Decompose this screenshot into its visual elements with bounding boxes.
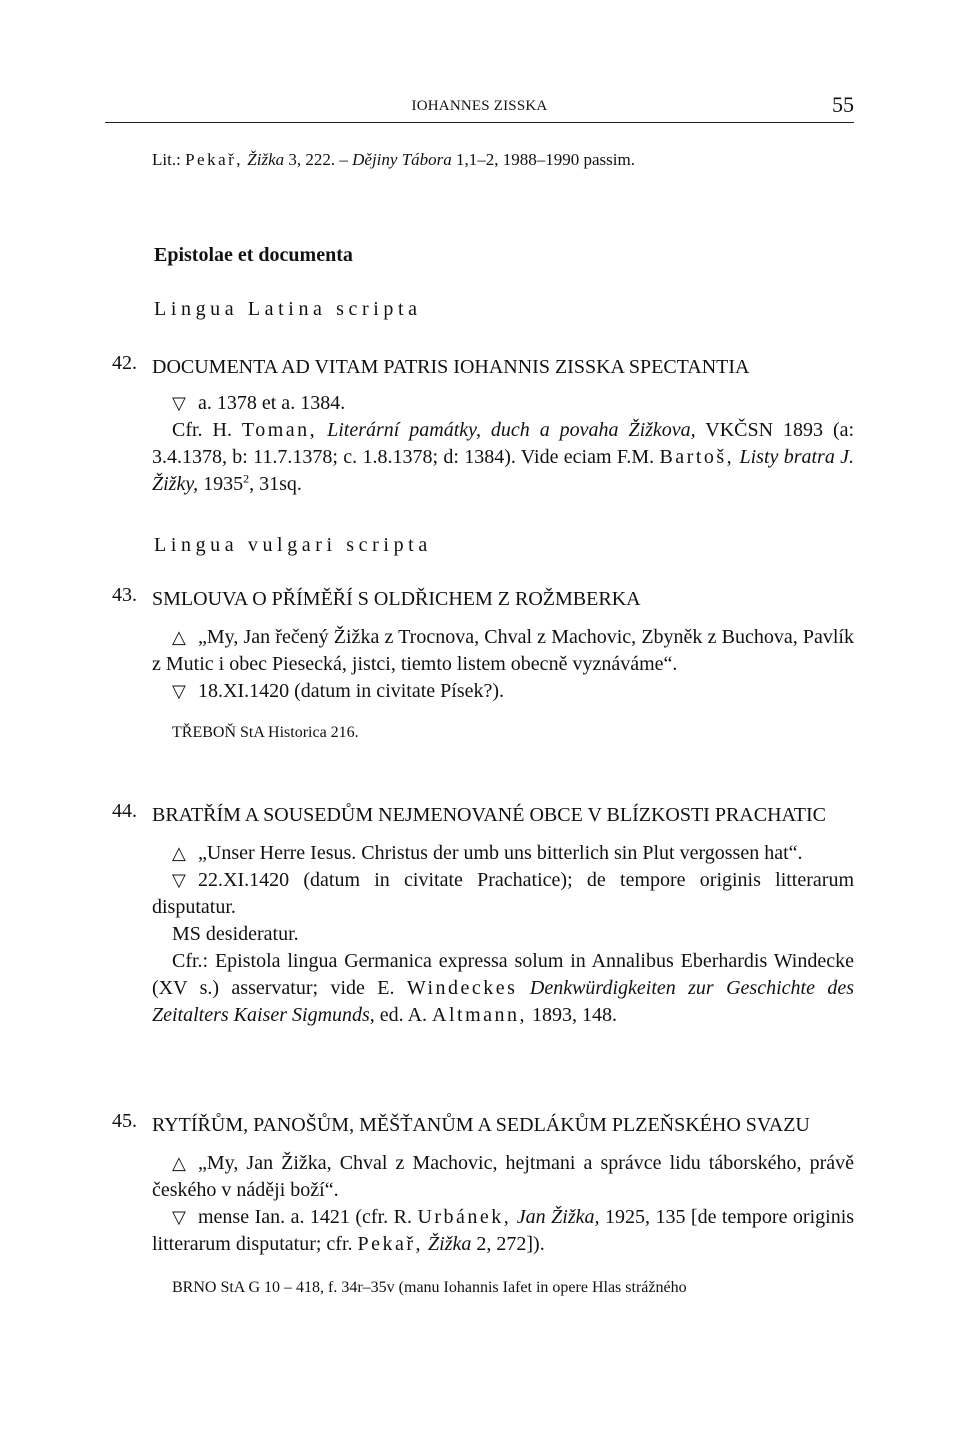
lit-work-2: Dějiny Tábora	[352, 150, 452, 169]
entry-number: 45.	[112, 1110, 137, 1132]
ms-note: MS desideratur.	[172, 923, 299, 945]
archive-source: TŘEBOŇ StA Historica 216.	[172, 724, 359, 741]
date-symbol: ▽	[172, 1207, 186, 1227]
entry-number: 44.	[112, 800, 137, 822]
lang-heading-vulgar: Lingua vulgari scripta	[154, 534, 432, 556]
date-text-2: 1925, 135 [de tempore originis litterarum disputatur; cfr.	[152, 1206, 855, 1255]
date-symbol: ▽	[172, 681, 186, 701]
cfr-work-2: Listy bratra J. Žižky,	[152, 446, 855, 495]
entry-title: BRATŘÍM A SOUSEDŮM NEJMENOVANÉ OBCE V BLÍZKOSTI PRACHATIC	[152, 804, 826, 826]
cfr-author-2: Altmann,	[432, 1004, 528, 1026]
entry-number: 42.	[112, 352, 137, 374]
lit-ref: 3, 222. –	[288, 150, 348, 169]
cfr-work: Denkwürdigkeiten zur Geschichte des Zeitalters Kaiser Sigmunds,	[152, 977, 855, 1026]
cfr-author: Toman,	[241, 419, 318, 441]
cfr-end: 1893, 148.	[532, 1004, 618, 1026]
date-end: 2, 272]).	[476, 1233, 545, 1255]
incipit-text: „Unser Herre Iesus. Christus der umb uns bitterlich sin Plut vergossen hat“.	[198, 842, 803, 864]
incipit-text: „My, Jan Žižka, Chval z Machovic, hejtmani a správce lidu táborského, právě českého v náději boží“.	[152, 1152, 854, 1201]
incipit-symbol: △	[172, 627, 186, 647]
incipit-text: „My, Jan řečený Žižka z Trocnova, Chval z Machovic, Zbyněk z Buchova, Pavlík z Mutic i obec Piesecká, jistci, tiemto listem obecně vyznáváme“.	[152, 626, 854, 675]
lit-ref-2: 1,1–2, 1988–1990 passim.	[456, 150, 635, 169]
date-work: Jan Žižka,	[516, 1206, 600, 1228]
entry-45	[112, 1110, 854, 1301]
entry-body	[152, 390, 854, 498]
cfr-author: Windeckes	[406, 977, 518, 999]
entry-number: 43.	[112, 584, 137, 606]
date-text: mense Ian. a. 1421 (cfr. R.	[198, 1206, 412, 1228]
cfr-edition: 2	[243, 471, 250, 486]
literature-line	[152, 150, 635, 170]
date-work-2: Žižka	[428, 1233, 472, 1255]
page-number: 55	[832, 92, 854, 117]
incipit-symbol: △	[172, 1153, 186, 1173]
entry-42	[112, 352, 854, 498]
entry-date: a. 1378 et a. 1384.	[198, 392, 346, 414]
cfr-work: Literární památky, duch a povaha Žižkova,	[327, 419, 696, 441]
lit-author: Pekař,	[185, 150, 244, 169]
lit-label: Lit.:	[152, 150, 181, 169]
section-heading: Epistolae et documenta	[154, 244, 353, 266]
cfr-text: Cfr. H.	[172, 419, 232, 441]
entry-title: RYTÍŘŮM, PANOŠŮM, MĚŠŤANŮM A SEDLÁKŮM PLZEŇSKÉHO SVAZU	[152, 1114, 810, 1136]
cfr-text: Cfr.: Epistola lingua Germanica expressa solum in Annalibus Eberhardis Windecke (XV s.) asservatur; vide E.	[152, 950, 854, 999]
entry-body	[152, 624, 854, 746]
entry-date: 22.XI.1420 (datum in civitate Prachatice); de tempore originis litterarum disputatur.	[152, 869, 854, 918]
entry-title: SMLOUVA O PŘÍMĚŘÍ S OLDŘICHEM Z ROŽMBERKA	[152, 588, 641, 610]
entry-body	[152, 1150, 854, 1301]
entry-title: DOCUMENTA AD VITAM PATRIS IOHANNIS ZISSKA SPECTANTIA	[152, 356, 750, 378]
lit-work: Žižka	[247, 150, 285, 169]
date-author-2: Pekař,	[357, 1233, 424, 1255]
date-symbol: ▽	[172, 870, 186, 890]
cfr-year: 1935	[203, 473, 244, 495]
entry-body	[152, 840, 854, 1029]
cfr-text-2: VKČSN 1893 (a: 3.4.1378, b: 11.7.1378; c. 1.8.1378; d: 1384). Vide eciam F.M.	[152, 419, 855, 468]
cfr-text-2: ed. A.	[379, 1004, 428, 1026]
cfr-author-2: Bartoš,	[659, 446, 735, 468]
entry-43	[112, 584, 854, 746]
date-author: Urbánek,	[417, 1206, 512, 1228]
date-symbol: ▽	[172, 393, 186, 413]
incipit-symbol: △	[172, 843, 186, 863]
entry-44	[112, 800, 854, 1029]
cfr-end: , 31sq.	[249, 473, 302, 495]
running-header	[105, 92, 854, 123]
lang-heading-latin: Lingua Latina scripta	[154, 298, 422, 320]
running-title: IOHANNES ZISSKA	[411, 98, 548, 114]
entry-date: 18.XI.1420 (datum in civitate Písek?).	[198, 680, 505, 702]
archive-source: BRNO StA G 10 – 418, f. 34r–35v (manu Iohannis Iafet in opere Hlas strážného	[172, 1279, 687, 1296]
